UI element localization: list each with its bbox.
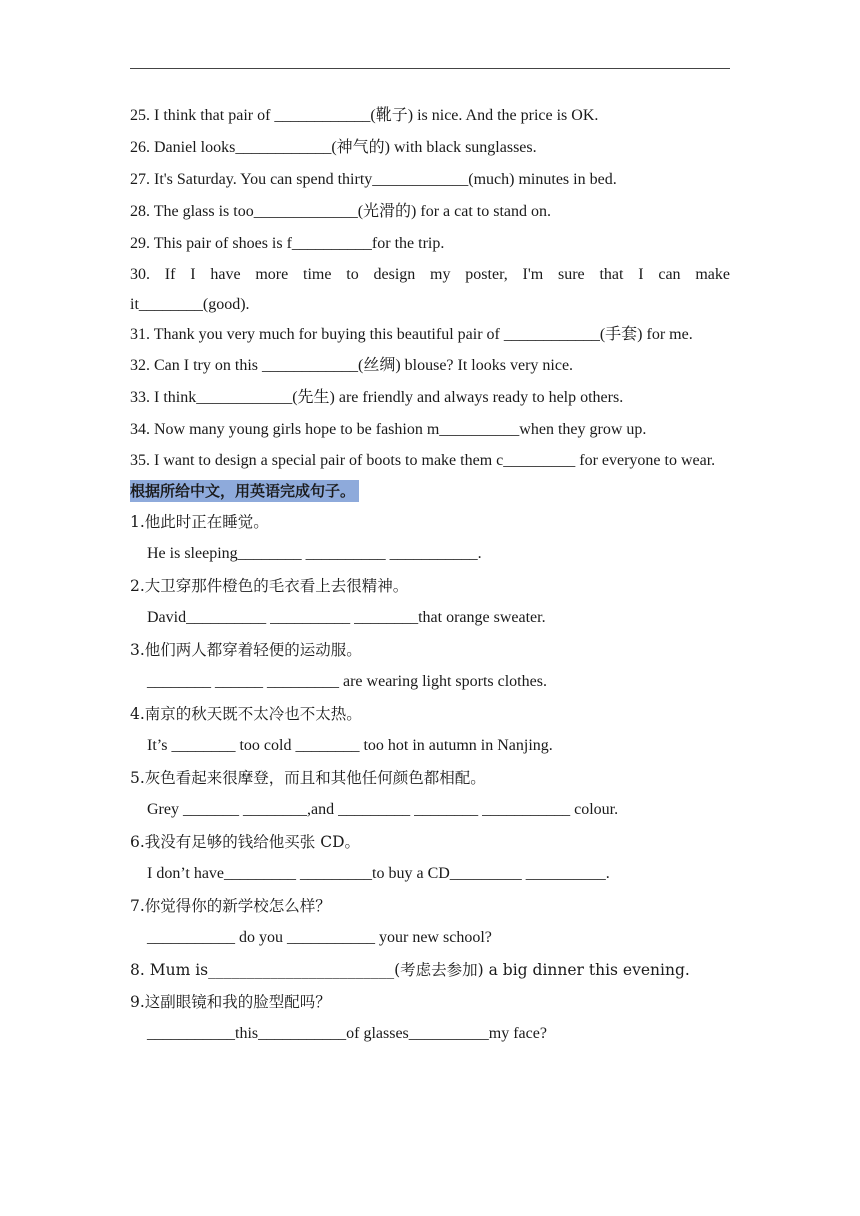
translation-answer-2: David__________ __________ ________that orange sweater.	[147, 609, 546, 626]
translation-answer-4: It’s ________ too cold ________ too hot in autumn in Nanjing.	[147, 737, 553, 754]
translation-prompt-3: 3.他们两人都穿着轻便的运动服。	[130, 641, 362, 659]
question-28: 28. The glass is too_____________(光滑的) for a cat to stand on.	[130, 203, 551, 220]
question-33: 33. I think____________(先生) are friendly and always ready to help others.	[130, 389, 624, 406]
section-heading: 根据所给中文，用英语完成句子。	[130, 480, 359, 502]
question-34: 34. Now many young girls hope to be fashion m__________when they grow up.	[130, 421, 647, 438]
question-31: 31. Thank you very much for buying this beautiful pair of ____________(手套) for me.	[130, 326, 693, 343]
question-35: 35. I want to design a special pair of boots to make them c_________ for everyone to wear.	[130, 452, 716, 469]
question-30: 30. If I have more time to design my poster, I'm sure that I can make it________(good).	[130, 266, 730, 313]
translation-answer-6: I don’t have_________ _________to buy a CD_________ __________.	[147, 865, 610, 882]
translation-prompt-1: 1.他此时正在睡觉。	[130, 513, 269, 531]
translation-prompt-4: 4.南京的秋天既不太冷也不太热。	[130, 705, 362, 723]
translation-prompt-9: 9.这副眼镜和我的脸型配吗？	[130, 993, 331, 1011]
translation-prompt-6: 6.我没有足够的钱给他买张 CD。	[130, 833, 361, 851]
question-26: 26. Daniel looks____________(神气的) with black sunglasses.	[130, 139, 537, 156]
question-29: 29. This pair of shoes is f__________for the trip.	[130, 235, 445, 252]
translation-answer-9: ___________this___________of glasses__________my face?	[147, 1025, 547, 1042]
translation-prompt-8: 8. Mum is________________________(考虑去参加) a big dinner this evening.	[130, 961, 690, 979]
worksheet-content	[130, 100, 730, 1050]
header-rule	[130, 68, 730, 69]
translation-answer-7: ___________ do you ___________ your new school?	[147, 929, 492, 946]
question-25: 25. I think that pair of ____________(靴子) is nice. And the price is OK.	[130, 107, 599, 124]
translation-prompt-7: 7.你觉得你的新学校怎么样？	[130, 897, 331, 915]
question-32: 32. Can I try on this ____________(丝绸) blouse? It looks very nice.	[130, 357, 574, 374]
translation-prompt-5: 5.灰色看起来很摩登，而且和其他任何颜色都相配。	[130, 769, 486, 787]
translation-answer-5: Grey _______ ________,and _________ ________ ___________ colour.	[147, 801, 619, 818]
translation-prompt-2: 2.大卫穿那件橙色的毛衣看上去很精神。	[130, 577, 409, 595]
translation-answer-3: ________ ______ _________ are wearing light sports clothes.	[147, 673, 547, 690]
translation-answer-1: He is sleeping________ __________ ___________.	[147, 545, 482, 562]
question-27: 27. It's Saturday. You can spend thirty____________(much) minutes in bed.	[130, 171, 617, 188]
